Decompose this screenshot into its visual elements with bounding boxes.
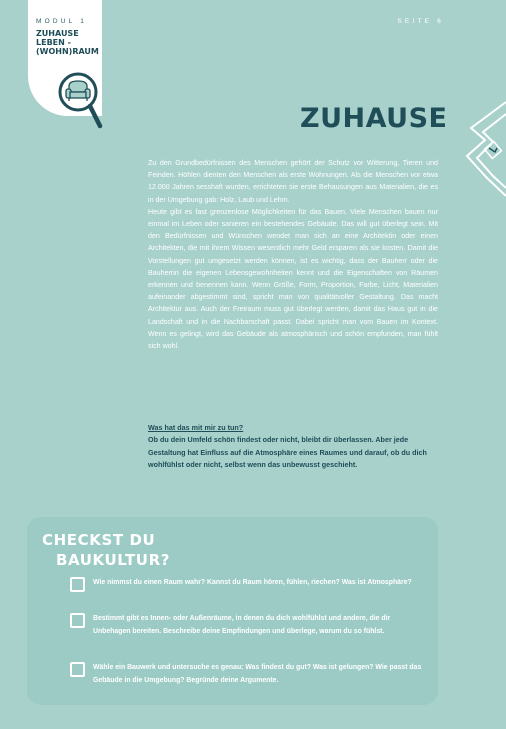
checklist-item-text: Bestimmt gibt es Innen- oder Außenräume, in denen du dich wohlfühlst und andere, die dir Unbehagen bereiten. Beschreibe deine Empfindungen und überlege, warum du so fühlst. <box>93 615 391 635</box>
question-block <box>148 422 438 472</box>
modul-label: MODUL 1 <box>36 18 88 25</box>
house-outline-icon <box>463 100 506 212</box>
question-text: Ob du dein Umfeld schön findest oder nicht, bleibt dir überlassen. Aber jede Gestaltung hat Einfluss auf die Atmosphäre eines Raumes und darauf, ob du dich wohlfühlst oder nicht, selbst wenn das unbewusst geschieht. <box>148 435 427 470</box>
modul-title: ZUHAUSE LEBEN - (WOHN)RAUM <box>36 29 99 56</box>
checklist-item-text: Wähle ein Bauwerk und untersuche es genau: Was findest du gut? Was ist gelungen? Wie passt das Gebäude in die Umgebung? Begründe deine Argumente. <box>93 664 422 684</box>
checklist-item-text: Wie nimmst du einen Raum wahr? Kannst du Raum hören, fühlen, riechen? Was ist Atmosphäre? <box>93 579 412 586</box>
question-title: Was hat das mit mir zu tun? <box>148 423 244 432</box>
paragraph: Zu den Grundbedürfnissen des Menschen gehört der Schutz vor Witterung, Tieren und Feinden. Höhlen dienten den Menschen als erste Wohnungen. Als die Menschen vor etwa 12.000 Jahren sesshaft wurden, errichteten sie erste Behausungen aus Materialien, die es in der Umgebung gab: Holz, Laub und Lehm. <box>148 159 438 204</box>
checklist-title-line1: CHECKST DU <box>42 531 156 549</box>
checkbox-icon[interactable] <box>70 613 85 628</box>
paragraph: Heute gibt es fast grenzenlose Möglichkeiten für das Bauen. Viele Menschen bauen nur einmal im Leben oder sanieren ein bestehendes Gebäude. Das will gut überlegt sein. Mit den Bedürfnissen und Wünschen wendet man sich an eine Architektin oder einen Architekten, die mit ihrem Wissen wesentlich mehr Geld ersparen als sie kosten. Damit die Vorstellungen gut umgesetzt werden können, ist es wichtig, dass der Bauherr oder die Bauherrin die eigenen Lebensgewohnheiten kennt und die Eigenschaften von Räumen erkennen und benennen kann. Wenn Größe, Form, Proportion, Farbe, Licht, Materialien aufeinander abgestimmt sind, spricht man von qualitätvoller Gestaltung. Das macht Architektur aus. Auch der Freiraum muss gut überlegt werden, damit das Haus gut in die Landschaft und in die Nachbarschaft passt. Dabei spricht man vom Bauen im Kontext. Wenn es gelingt, wird das Gebäude als atmosphärisch und schön empfunden, man fühlt sich wohl. <box>148 207 438 351</box>
page-number: SEITE 6 <box>397 18 444 25</box>
checkbox-icon[interactable] <box>70 577 85 592</box>
armchair-magnifier-icon <box>56 70 104 132</box>
body-text <box>148 157 438 352</box>
checkbox-icon[interactable] <box>70 662 85 677</box>
checklist-title-line2: BAUKULTUR? <box>56 551 171 569</box>
page-title: ZUHAUSE <box>300 103 448 134</box>
checklist-title <box>42 530 262 570</box>
